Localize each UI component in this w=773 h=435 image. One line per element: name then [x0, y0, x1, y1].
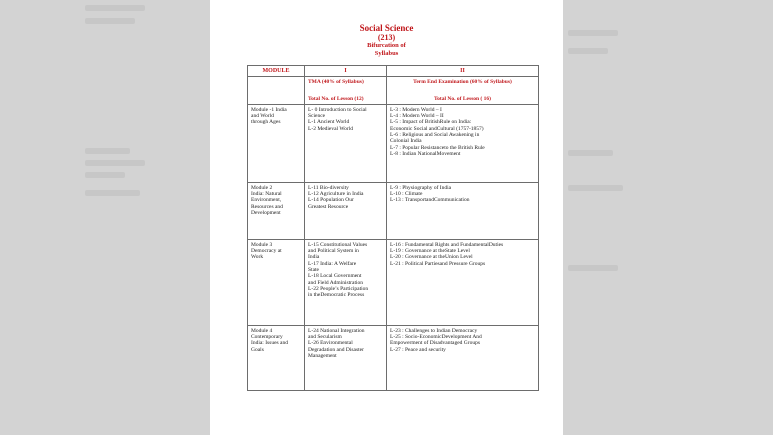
table-subheader-row [248, 77, 539, 105]
lesson-line: Science [308, 113, 326, 120]
module-line: and World [251, 113, 274, 120]
tee-lessons-cell [387, 182, 539, 239]
table-header-row [248, 66, 539, 77]
tma-lessons-cell [305, 325, 387, 390]
module-line: Module -1 India [251, 106, 287, 113]
tee-header-cell [387, 77, 539, 105]
lesson-line: L-21 : Political Partiesand Pressure Groups [390, 260, 486, 267]
module-cell [248, 104, 305, 182]
lesson-line: Management [308, 353, 337, 360]
tee-label: Term End Examination (60% of Syllabus) [413, 79, 512, 86]
lesson-line: L-22 People’s Participation [308, 285, 369, 292]
lesson-line: L-7 : Popular Resistanceto the British Rule [390, 144, 485, 151]
lesson-line: L-2 Medieval World [308, 125, 353, 132]
lesson-line: L-3 : Modern World – I [390, 106, 442, 113]
syllabus-table [247, 65, 539, 391]
lesson-line: and Secularism [308, 334, 342, 341]
blurred-text [568, 265, 618, 271]
column-one-header: I [305, 66, 387, 77]
lesson-line: L-16 : Fundamental Rights and FundamentalDuties [390, 241, 504, 248]
subject-code: (213) [377, 33, 396, 42]
module-line: Development [251, 210, 281, 217]
blurred-text [85, 172, 125, 178]
module-line: India: Natural [251, 191, 282, 198]
tee-lessons-cell [387, 239, 539, 325]
lesson-line: L- 0 Introduction to Social [308, 106, 367, 113]
lesson-line: L-12 Agriculture in India [308, 191, 364, 198]
lesson-line: Empowerment of Disadvantaged Groups [390, 340, 480, 347]
lesson-line: L-6 : Religious and Social Awakening in [390, 132, 480, 139]
tma-header-cell [305, 77, 387, 105]
tee-lessons-cell [387, 104, 539, 182]
module-cell [248, 239, 305, 325]
blurred-text [85, 18, 135, 24]
blurred-text [85, 190, 140, 196]
lesson-line: and Political System in [308, 248, 359, 255]
background-left-panel [0, 0, 210, 435]
lesson-line: in theDemocratic Process [308, 292, 365, 299]
lesson-line: L-20 : Governance at theUnion Level [390, 254, 473, 261]
syllabus-heading: Syllabus [374, 50, 399, 57]
tee-lessons-cell [387, 325, 539, 390]
table-row [248, 239, 539, 325]
module-line: Module 4 [251, 327, 273, 334]
tma-label: TMA (40% of Syllabus) [308, 79, 364, 86]
lesson-line: L-23 : Challenges to Indian Democracy [390, 327, 478, 334]
blurred-text [568, 48, 608, 54]
subject-title: Social Science [359, 23, 414, 33]
lesson-line: L-13 : TransportandCommunication [390, 197, 470, 204]
lesson-line: and Field Administration [308, 279, 363, 286]
module-line: Contemporary [251, 334, 283, 341]
module-line: Resources and [251, 203, 283, 210]
blurred-text [568, 30, 618, 36]
tma-lessons-cell [305, 239, 387, 325]
module-cell [248, 182, 305, 239]
module-cell [248, 325, 305, 390]
module-line: Environment, [251, 197, 282, 204]
lesson-line: L-5 : Impact of BritishRule on India: [390, 119, 472, 126]
tma-lessons-cell [305, 104, 387, 182]
lesson-line: India [308, 254, 320, 261]
module-line: Democracy at [251, 248, 282, 255]
lesson-line: L-11 Bio-diversity [308, 184, 349, 191]
module-line: India: Issues and [251, 340, 288, 347]
lesson-line: Economic Social andCultural (1757-1857) [390, 125, 484, 132]
column-two-header: II [387, 66, 539, 77]
tma-lessons-cell [305, 182, 387, 239]
lesson-line: Degradation and Disaster [308, 346, 364, 353]
blurred-text [568, 150, 613, 156]
module-line: Goals [251, 346, 264, 353]
table-row [248, 325, 539, 390]
blurred-text [85, 148, 130, 154]
tee-total: Total No. of Lesson ( 16) [434, 95, 491, 102]
blurred-text [85, 160, 145, 166]
table-row [248, 182, 539, 239]
lesson-line: L-19 : Governance at theState Level [390, 248, 470, 255]
lesson-line: State [308, 267, 319, 274]
lesson-line: L-10 : Climate [390, 191, 423, 198]
background-right-panel [563, 0, 773, 435]
lesson-line: L-1 Ancient World [308, 119, 350, 126]
lesson-line: L-9 : Physiography of India [390, 184, 452, 191]
module-line: Module 2 [251, 184, 273, 191]
table-row [248, 104, 539, 182]
lesson-line: L-18 Local Government [308, 273, 362, 280]
empty-cell [248, 77, 305, 105]
module-column-header: MODULE [248, 66, 305, 77]
lesson-line: L-26 Environmental [308, 340, 353, 347]
tma-total: Total No. of Lesson (12) [308, 95, 364, 102]
lesson-line: L-24 National Integration [308, 327, 365, 334]
document-page [210, 0, 563, 435]
lesson-line: L-15 Constitutional Values [308, 241, 368, 248]
module-line: Module 3 [251, 241, 273, 248]
module-line: through Ages [251, 119, 281, 126]
lesson-line: Colonial India [390, 138, 422, 145]
blurred-text [568, 185, 623, 191]
lesson-line: L-25 : Socio-EconomicDevelopment And [390, 334, 482, 341]
lesson-line: L-27 : Peace and security [390, 346, 446, 353]
lesson-line: Greatest Resource [308, 203, 349, 210]
blurred-text [85, 5, 145, 11]
lesson-line: L-17 India: A Welfare [308, 260, 357, 267]
bifurcation-heading: Bifurcation of [367, 42, 406, 49]
lesson-line: L-14 Population Our [308, 197, 354, 204]
module-line: Work [251, 254, 264, 261]
lesson-line: L-8 : Indian NationalMovement [390, 150, 461, 157]
lesson-line: L-4 : Modern World – II [390, 113, 444, 120]
